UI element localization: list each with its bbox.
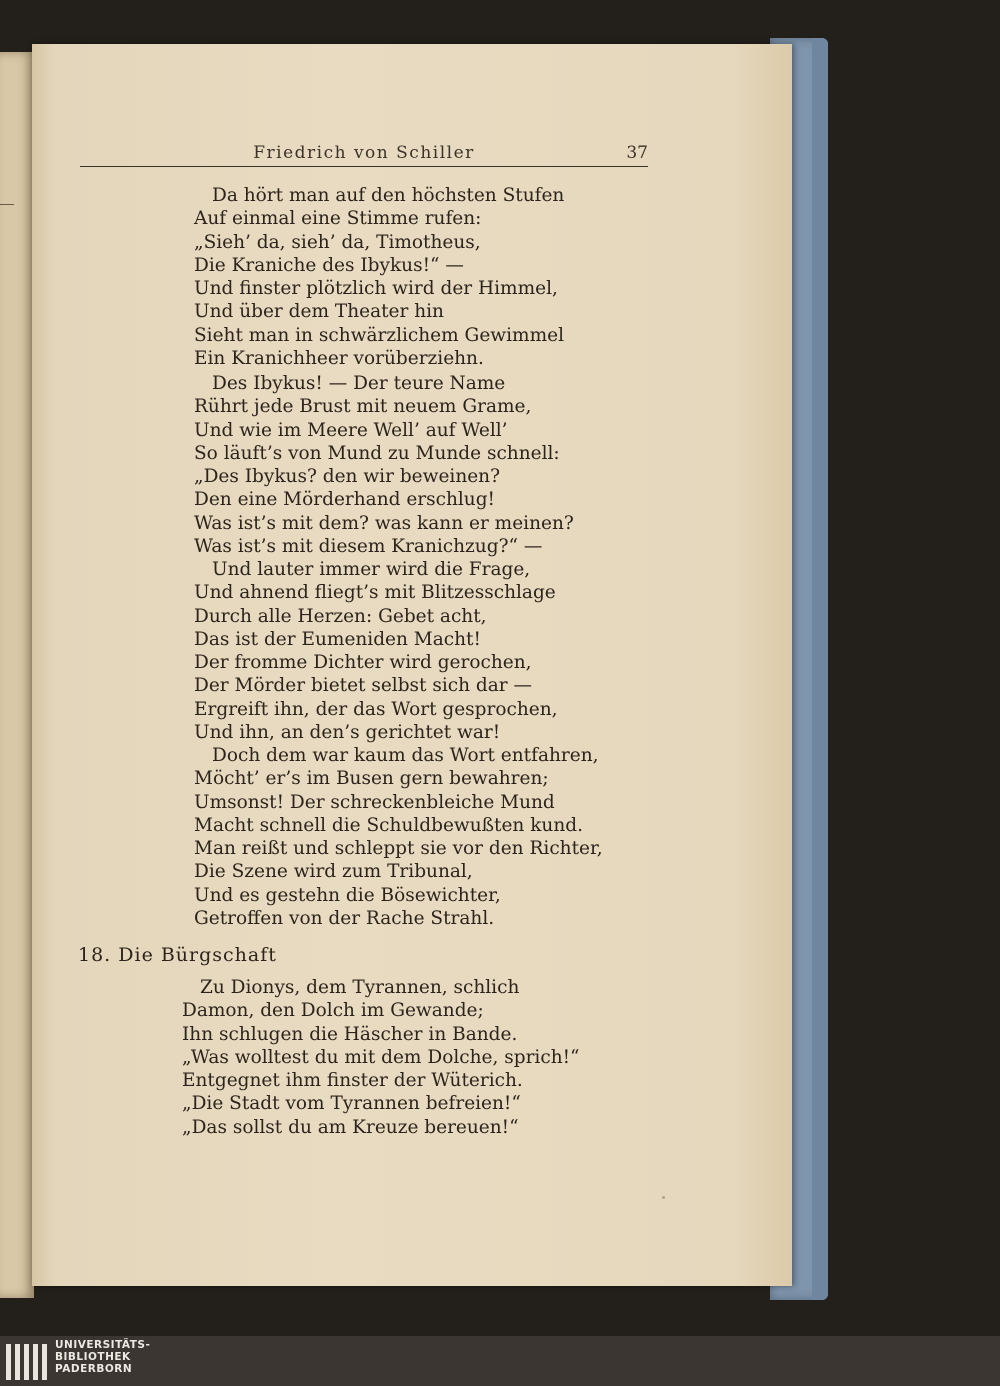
verse-line: Und es gestehn die Bösewichter, xyxy=(194,884,501,906)
verse-line: Und ahnend fliegt’s mit Blitzesschlage xyxy=(194,582,556,604)
verse-line: Auf einmal eine Stimme rufen: xyxy=(194,208,482,230)
verse-line: Und finster plötzlich wird der Himmel, xyxy=(194,278,558,300)
verse-line: Ihn schlugen die Häscher in Bande. xyxy=(182,1023,518,1045)
verse-line: Da hört man auf den höchsten Stufen xyxy=(212,185,565,206)
verse-line: Getroffen von der Rache Strahl. xyxy=(194,908,495,930)
stanza-1 xyxy=(194,184,564,370)
verse-line: Was ist’s mit dem? was kann er meinen? xyxy=(194,512,574,534)
verse-line: Das ist der Eumeniden Macht! xyxy=(194,628,481,650)
verse-line: Umsonst! Der schreckenbleiche Mund xyxy=(194,791,555,813)
verse-line: „Sieh’ da, sieh’ da, Timotheus, xyxy=(194,231,481,253)
verse-line: Und über dem Theater hin xyxy=(194,301,444,323)
verse-line: „Was wolltest du mit dem Dolche, sprich!“ xyxy=(182,1046,580,1068)
library-name-line: PADERBORN xyxy=(55,1363,133,1375)
verse-line: Sieht man in schwärzlichem Gewimmel xyxy=(194,324,564,346)
verse-line: Durch alle Herzen: Gebet acht, xyxy=(194,605,487,627)
verse-line: Möcht’ er’s im Busen gern bewahren; xyxy=(194,768,549,790)
verse-line: „Des Ibykus? den wir beweinen? xyxy=(194,466,501,488)
verse-line: Man reißt und schleppt sie vor den Richter, xyxy=(194,838,603,860)
previous-page-rule xyxy=(0,204,14,205)
stanza-4 xyxy=(194,744,603,930)
verse-line: Zu Dionys, dem Tyrannen, schlich xyxy=(200,977,520,998)
stanza-2 xyxy=(194,372,574,558)
verse-line: „Die Stadt vom Tyrannen befreien!“ xyxy=(182,1093,521,1115)
verse-line: Ein Kranichheer vorüberziehn. xyxy=(194,348,484,370)
verse-line: Der Mörder bietet selbst sich dar — xyxy=(194,675,533,697)
paper-speck xyxy=(662,1196,665,1199)
verse-line: Doch dem war kaum das Wort entfahren, xyxy=(212,745,599,766)
verse-line: Und lauter immer wird die Frage, xyxy=(212,559,531,580)
verse-line: Macht schnell die Schuldbewußten kund. xyxy=(194,814,583,836)
verse-line: Rührt jede Brust mit neuem Grame, xyxy=(194,396,532,418)
library-name xyxy=(55,1339,150,1375)
library-name-line: BIBLIOTHEK xyxy=(55,1351,131,1363)
verse-line: Entgegnet ihm finster der Wüterich. xyxy=(182,1070,523,1092)
barcode-bars-icon xyxy=(6,1344,50,1380)
running-header xyxy=(80,142,648,167)
cover-edge xyxy=(812,38,828,1300)
page-number: 37 xyxy=(626,143,648,163)
poem-heading: 18. Die Bürgschaft xyxy=(78,944,277,966)
previous-page-edge xyxy=(0,52,34,1298)
library-name-line: UNIVERSITÄTS- xyxy=(55,1339,151,1351)
verse-line: So läuft’s von Mund zu Munde schnell: xyxy=(194,442,560,464)
verse-line: Und ihn, an den’s gerichtet war! xyxy=(194,722,501,744)
verse-line: „Das sollst du am Kreuze bereuen!“ xyxy=(182,1116,519,1138)
stanza-buergschaft xyxy=(182,976,580,1139)
verse-line: Was ist’s mit diesem Kranichzug?“ — xyxy=(194,536,543,558)
library-footer xyxy=(0,1336,1000,1386)
verse-line: Und wie im Meere Well’ auf Well’ xyxy=(194,419,508,441)
verse-line: Der fromme Dichter wird gerochen, xyxy=(194,652,532,674)
stanza-3 xyxy=(194,558,558,744)
verse-line: Den eine Mörderhand erschlug! xyxy=(194,489,495,511)
verse-line: Des Ibykus! — Der teure Name xyxy=(212,373,506,394)
running-title: Friedrich von Schiller xyxy=(253,143,475,163)
verse-line: Damon, den Dolch im Gewande; xyxy=(182,1000,484,1022)
book-page xyxy=(32,44,792,1286)
verse-line: Die Szene wird zum Tribunal, xyxy=(194,861,473,883)
verse-line: Ergreift ihn, der das Wort gesprochen, xyxy=(194,698,558,720)
verse-line: Die Kraniche des Ibykus!“ — xyxy=(194,254,464,276)
